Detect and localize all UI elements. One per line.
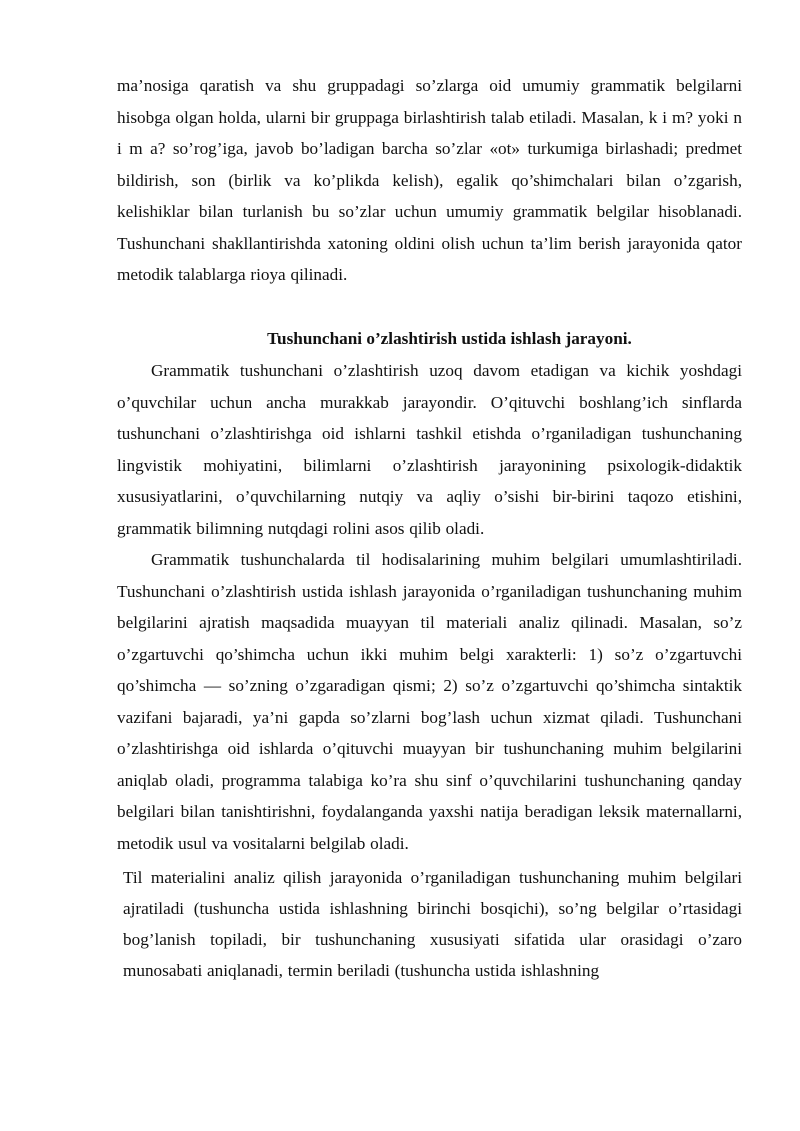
paragraph-intro: ma’nosiga qaratish va shu gruppadagi so’zlarga oid umumiy grammatik belgilarni hisobga olgan holda, ularni bir gruppaga birlashtirish talab etiladi. Masalan, k i m? yoki n i m a? so’rog’iga, javob bo’ladigan barcha so’zlar «ot» turkumiga birlashadi; predmet bildirish, son (birlik va ko’plikda kelish), egalik qo’shimchalari bilan o’zgarish, kelishiklar bilan turlanish bu so’zlar uchun umumiy grammatik belgilar hisoblanadi. Tushunchani shakllantirishda xatoning oldini olish uchun ta’lim berish jarayonida qator metodik talablarga rioya qilinadi.	[117, 76, 742, 284]
paragraph-spacer	[117, 291, 742, 323]
paragraph-til-materialini: Til materialini analiz qilish jarayonida o’rganiladigan tushunchaning muhim belgilari ajratiladi (tushuncha ustida ishlashning birinchi bosqichi), so’ng belgilar o’rtasidagi bog’lanish topiladi, bir tushunchaning xususiyati sifatida ular orasidagi o’zaro munosabati aniqlanadi, termin beriladi (tushuncha ustida ishlashning	[123, 868, 742, 980]
paragraph-grammatik-tushunchalarda: Grammatik tushunchalarda til hodisalarining muhim belgilari umumlashtiriladi. Tushunchani o’zlashtirish ustida ishlash jarayonida o’rganiladigan tushunchaning muhim belgilarini ajratish maqsadida muayyan til materiali analiz qilinadi. Masalan, so’z o’zgartuvchi qo’shimcha uchun ikki muhim belgi xarakterli: 1) so’z o’zgartuvchi qo’shimcha — so’zning o’zgaradigan qismi; 2) so’z o’zgartuvchi qo’shimcha sintaktik vazifani bajaradi, ya’ni gapda so’zlarni bog’lash uchun xizmat qiladi. Tushunchani o’zlashtirishga oid ishlarda o’qituvchi muayyan bir tushunchaning muhim belgilarini aniqlab oladi, programma talabiga ko’ra shu sinf o’quvchilarini tushunchaning qanday belgilari bilan tanishtirishni, foydalanganda yaxshi natija beradigan leksik maternallarni, metodik usul va vositalarni belgilab oladi.	[117, 550, 742, 853]
document-page	[117, 70, 742, 986]
section-heading: Tushunchani o’zlashtirish ustida ishlash jarayoni.	[267, 328, 632, 348]
paragraph-grammatik-tushuncha: Grammatik tushunchani o’zlashtirish uzoq davom etadigan va kichik yoshdagi o’quvchilar uchun ancha murakkab jarayondir. O’qituvchi boshlang’ich sinflarda tushunchani o’zlashtirishga oid ishlarni tashkil etishda o’rganiladigan tushunchaning lingvistik mohiyatini, bilimlarni o’zlashtirish jarayonining psixologik-didaktik xususiyatlarini, o’quvchilarning nutqiy va aqliy o’sishi bir-birini taqozo etishini, grammatik bilimning nutqdagi rolini asos qilib oladi.	[117, 361, 742, 538]
